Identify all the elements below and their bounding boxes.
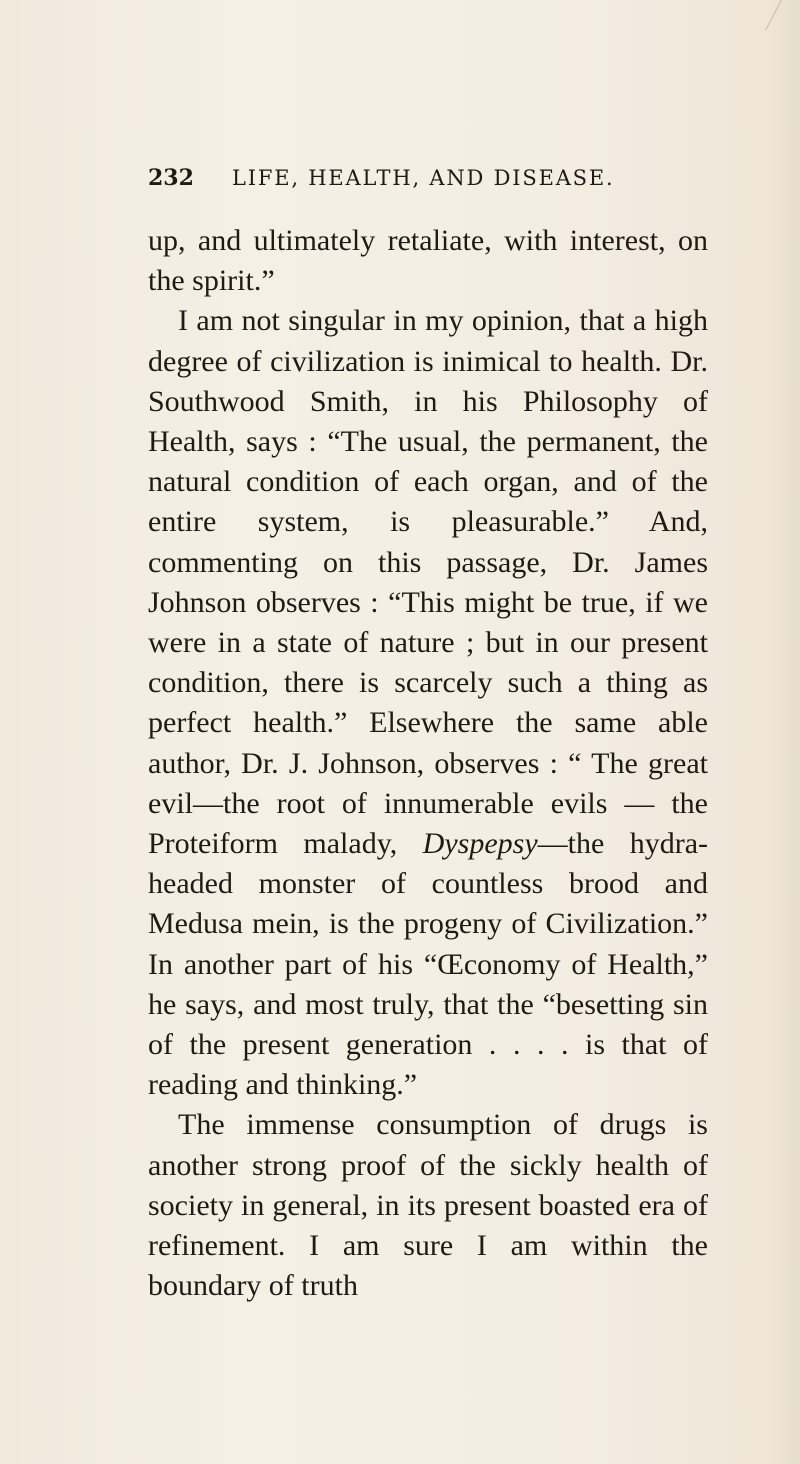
paragraph-2-text-after-italic: —the hydra-headed monster of countless brood and Medusa mein, is the progeny of Civilization.” In another part of his “Œconomy of Health,” he says, and most truly, that the “besetting sin of the present generation . . . . is that of reading and thinking.”: [148, 827, 709, 1102]
paragraph-3: The immense consumption of drugs is another strong proof of the sickly health of society in general, in its present boasted era of refinement. I am sure I am within the boundary of truth: [148, 1108, 708, 1303]
page-number: 232: [148, 165, 194, 191]
paragraph-1: up, and ultimately retaliate, with interest, on the spirit.”: [148, 224, 708, 298]
paragraph-2: [148, 301, 708, 1105]
body-text: [148, 221, 708, 1306]
running-title: LIFE, HEALTH, AND DISEASE.: [232, 166, 615, 190]
page-header: [148, 165, 708, 193]
page-edge-shadow: [770, 0, 800, 1464]
paragraph-2-text: I am not singular in my opinion, that a high degree of civilization is inimical to health. Dr. Southwood Smith, in his Philosophy of Health, says : “The usual, the permanent, the natural condition of each organ, and of the entire system, is pleasurable.” And, commenting on this passage, Dr. James Johnson observes : “This might be true, if we were in a state of nature ; but in our present condition, there is scarcely such a thing as perfect health.” Elsewhere the same able author, Dr. J. Johnson, observes : “ The great evil—the root of innumerable evils — the Proteiform malady,: [148, 304, 708, 861]
dyspepsy-italic: Dyspepsy: [422, 827, 538, 861]
